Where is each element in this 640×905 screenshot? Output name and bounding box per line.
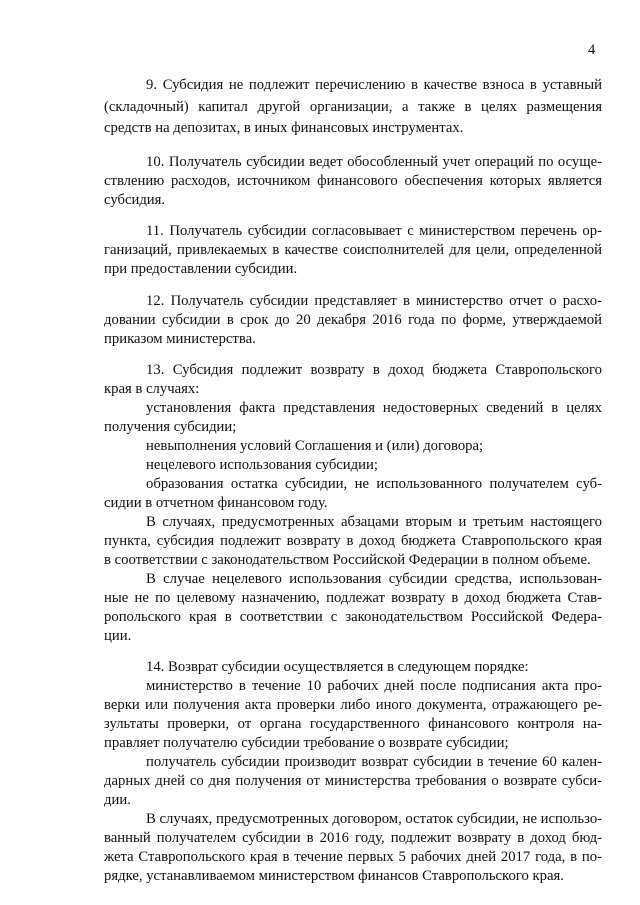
clause-14-line: рядке, устанавливаемом министерством финансов Ставропольского края. xyxy=(104,868,564,884)
clause-14-line: жета Ставропольского края в течение первых 5 рабочих дней 2017 года, в по- xyxy=(104,849,602,865)
clause-13-line: получения субсидии; xyxy=(104,419,237,435)
clause-13-line: края в случаях: xyxy=(104,381,200,397)
clause-12-line: 12. Получатель субсидии представляет в министерство отчет о расхо- xyxy=(146,293,602,309)
clause-14-line: министерство в течение 10 рабочих дней после подписания акта про- xyxy=(146,678,602,694)
clause-11-line: ганизаций, привлекаемых в качестве соисполнителей для цели, определенной xyxy=(104,242,602,258)
clause-13-line: ропольского края в соответствии с законодательством Российской Федера- xyxy=(104,609,602,625)
page-number: 4 xyxy=(588,42,596,58)
clause-11-line: при предоставлении субсидии. xyxy=(104,261,298,277)
clause-13-line: невыполнения условий Соглашения и (или) договора; xyxy=(146,438,484,454)
clause-13-line: ные не по целевому назначению, подлежат возврату в доход бюджета Став- xyxy=(104,590,602,606)
clause-13-line: в соответствии с законодательством Российской Федерации в полном объеме. xyxy=(104,552,591,568)
clause-10-line: 10. Получатель субсидии ведет обособленный учет операций по осуще- xyxy=(146,154,602,170)
clause-13-line: В случаях, предусмотренных абзацами вторым и третьим настоящего xyxy=(146,514,602,530)
clause-14-line: дии. xyxy=(104,792,131,808)
clause-13-line: образования остатка субсидии, не использованного получателем суб- xyxy=(146,476,602,492)
clause-12-line: довании субсидии в срок до 20 декабря 2016 года по форме, утверждаемой xyxy=(104,312,602,328)
clause-13-line: пункта, субсидия подлежит возврату в доход бюджета Ставропольского края xyxy=(104,533,602,549)
clause-13-line: сидии в отчетном финансовом году. xyxy=(104,495,328,511)
clause-14-line: 14. Возврат субсидии осуществляется в следующем порядке: xyxy=(146,659,529,675)
clause-10-line: ствлению расходов, источником финансового обеспечения которых является xyxy=(104,173,602,189)
clause-10-line: субсидия. xyxy=(104,192,166,208)
clause-14-line: В случаях, предусмотренных договором, остаток субсидии, не использо- xyxy=(146,811,603,827)
clause-14-line: дарных дней со дня получения от министерства требования о возврате субси- xyxy=(104,773,602,789)
clause-11-line: 11. Получатель субсидии согласовывает с министерством перечень ор- xyxy=(146,223,602,239)
clause-12-line: приказом министерства. xyxy=(104,331,256,347)
clause-14-line: ванный получателем субсидии в 2016 году, подлежит возврату в доход бюд- xyxy=(104,830,602,846)
clause-9-line: 9. Субсидия не подлежит перечислению в качестве взноса в уставный xyxy=(146,77,602,93)
clause-14-line: зультаты проверки, от органа государственного финансового контроля на- xyxy=(104,716,602,732)
clause-14-line: получатель субсидии производит возврат субсидии в течение 60 кален- xyxy=(146,754,602,770)
clause-13-line: В случае нецелевого использования субсидии средства, использован- xyxy=(146,571,602,587)
clause-13-line: ции. xyxy=(104,628,132,644)
clause-13-line: установления факта представления недостоверных сведений в целях xyxy=(146,400,602,416)
clause-13-line: нецелевого использования субсидии; xyxy=(146,457,378,473)
clause-9-line: средств на депозитах, в иных финансовых инструментах. xyxy=(104,120,464,136)
clause-14-line: правляет получателю субсидии требование о возврате субсидии; xyxy=(104,735,509,751)
clause-9-line: (складочный) капитал другой организации, а также в целях размещения xyxy=(104,99,602,115)
clause-13-line: 13. Субсидия подлежит возврату в доход бюджета Ставропольского xyxy=(146,362,602,378)
clause-14-line: верки или получения акта проверки либо иного документа, отражающего ре- xyxy=(104,697,602,713)
